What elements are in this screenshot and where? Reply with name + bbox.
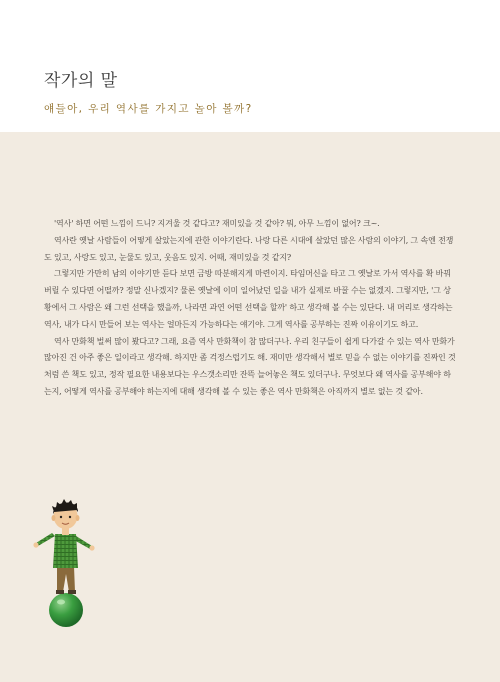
paragraph: 그렇지만 가만히 남의 이야기만 듣다 보면 금방 따분해지게 마련이지. 타임머신을 타고 그 옛날로 가서 역사를 확 바꿔 버릴 수 있다면 어떨까? 정말 신나겠지? 물론 옛날에 이미 일어났던 일을 내가 실제로 바꿀 수는 없겠지. 그렇지만, '그 상황에서 그 사람은 왜 그런 선택을 했을까, 나라면 과연 어떤 선택을 할까' 하고 생각해 볼 수는 있단다. 내 머리로 생각하는 역사, 내가 다시 만들어 보는 역사는 얼마든지 가능하다는 얘기야. 그게 역사를 공부하는 진짜 이유이기도 하고. bbox=[44, 269, 453, 329]
paragraph: '역사' 하면 어떤 느낌이 드니? 지겨울 것 같다고? 재미있을 것 같아? 뭐, 아무 느낌이 없어? 크~. bbox=[54, 219, 380, 228]
pants-shape bbox=[57, 566, 75, 592]
shirt-shape bbox=[53, 534, 78, 568]
boy-on-ball-illustration bbox=[28, 488, 98, 628]
header-area bbox=[0, 0, 500, 132]
body-text bbox=[44, 216, 456, 401]
ball-shape bbox=[49, 593, 83, 627]
page-subtitle: 얘들아, 우리 역사를 가지고 놀아 볼까? bbox=[44, 103, 253, 115]
paragraph: 역사란 옛날 사람들이 어떻게 살았는지에 관한 이야기란다. 나랑 다른 시대에 살았던 많은 사람의 이야기, 그 속엔 전쟁도 있고, 사랑도 있고, 눈물도 있고, 웃음도 있지. 어때, 재미있을 것 같지? bbox=[44, 235, 454, 262]
page-title: 작가의 말 bbox=[44, 71, 118, 91]
paragraph: 역사 만화책 벌써 많이 봤다고? 그래, 요즘 역사 만화책이 참 많더구나. 우리 친구들이 쉽게 다가갈 수 있는 역사 만화가 많아진 건 아주 좋은 일이라고 생각해. 하지만 좀 걱정스럽기도 해. 재미만 생각해서 별로 믿을 수 없는 이야기를 진짜인 것처럼 쓴 책도 있고, 정작 필요한 내용보다는 우스갯소리만 잔뜩 늘어놓은 책도 있더구나. 무엇보다 왜 역사를 공부해야 하는지, 어떻게 역사를 공부해야 하는지에 대해 생각해 볼 수 있는 좋은 역사 만화책은 아직까지 별로 없는 것 같아. bbox=[44, 336, 456, 396]
